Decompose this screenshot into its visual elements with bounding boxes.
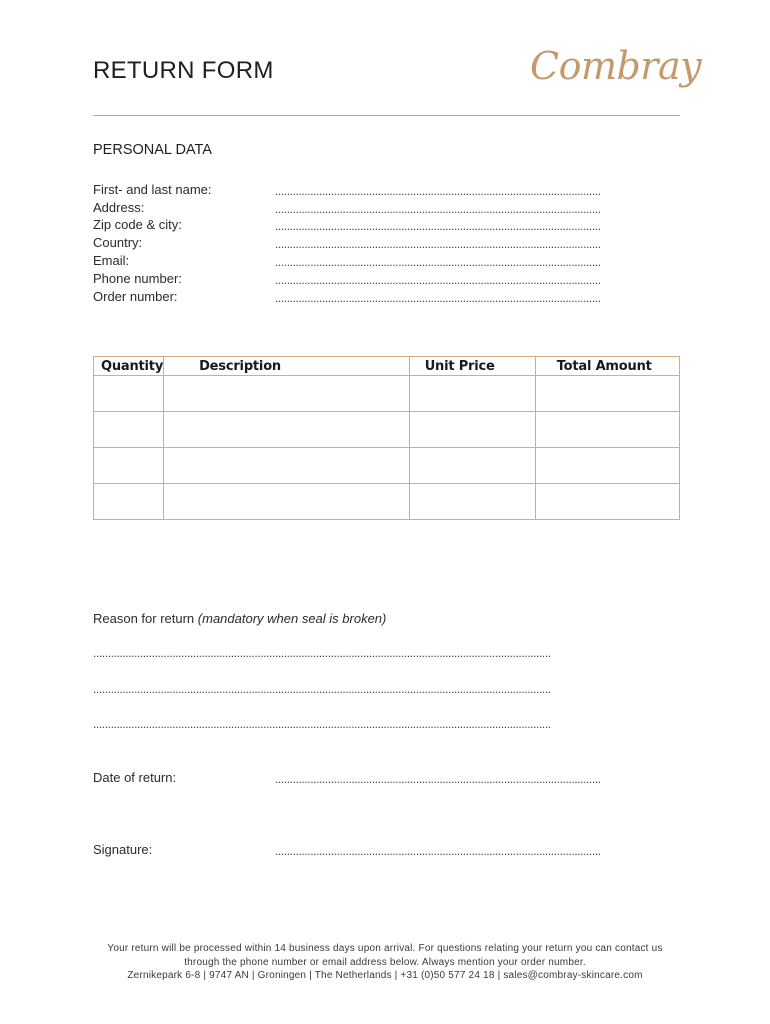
table-row: [94, 448, 680, 484]
table-cell: [94, 484, 164, 520]
date-of-return-row: [93, 770, 680, 785]
brand-logo: Combray: [530, 44, 702, 88]
reason-line: ............................................................................................................................................................: [93, 717, 551, 731]
footer-note: [60, 942, 710, 983]
column-header-total-amount: Total Amount: [535, 357, 679, 376]
column-header-quantity: Quantity: [94, 357, 164, 376]
field-label: First- and last name:: [93, 181, 212, 197]
field-label: Country:: [93, 235, 143, 251]
field-line: ...............................................................................................................: [275, 273, 601, 286]
table-cell: [94, 376, 164, 412]
personal-data-fields: [93, 179, 680, 304]
date-of-return-line: ...............................................................................................................: [275, 773, 601, 785]
reason-note: (mandatory when seal is broken): [197, 611, 387, 626]
table-cell: [409, 448, 535, 484]
field-row-phone: [93, 268, 680, 286]
reason-line: ............................................................................................................................................................: [93, 682, 551, 696]
table-cell: [94, 448, 164, 484]
field-line: ...............................................................................................................: [275, 291, 601, 304]
field-line: ...............................................................................................................: [275, 238, 601, 251]
table-cell: [164, 412, 410, 448]
signature-label: Signature:: [93, 842, 153, 857]
field-label: Order number:: [93, 288, 178, 304]
footer-line: Your return will be processed within 14 business days upon arrival. For questions relating your return you can contact us: [107, 943, 663, 954]
field-row-name: [93, 179, 680, 197]
table-row: [94, 376, 680, 412]
field-label: Phone number:: [93, 270, 182, 286]
field-label: Address:: [93, 199, 145, 215]
table-row: [94, 412, 680, 448]
footer-line: through the phone number or email address below. Always mention your order number.: [184, 956, 586, 968]
field-line: ...............................................................................................................: [275, 220, 601, 233]
header-divider: [93, 115, 680, 116]
field-row-email: [93, 250, 680, 268]
date-of-return-label: Date of return:: [93, 770, 177, 785]
reason-label-text: Reason for return: [93, 611, 198, 626]
column-header-description: Description: [164, 357, 410, 376]
field-row-order-number: [93, 286, 680, 304]
table-cell: [535, 376, 679, 412]
field-label: Zip code & city:: [93, 217, 182, 233]
table-cell: [164, 376, 410, 412]
column-header-unit-price: Unit Price: [409, 357, 535, 376]
table-header-row: [94, 357, 680, 376]
table-cell: [94, 412, 164, 448]
table-cell: [535, 448, 679, 484]
table-cell: [409, 484, 535, 520]
table-cell: [164, 484, 410, 520]
reason-for-return-label: [93, 611, 386, 626]
field-line: ...............................................................................................................: [275, 255, 601, 268]
field-line: ...............................................................................................................: [275, 184, 601, 197]
personal-data-heading: PERSONAL DATA: [93, 142, 212, 158]
field-row-country: [93, 232, 680, 250]
table-cell: [409, 376, 535, 412]
field-label: Email:: [93, 252, 130, 268]
field-row-zip-city: [93, 215, 680, 233]
signature-row: [93, 842, 680, 857]
table-cell: [164, 448, 410, 484]
table-cell: [409, 412, 535, 448]
field-line: ...............................................................................................................: [275, 202, 601, 215]
footer-address: Zernikepark 6-8 | 9747 AN | Groningen | The Netherlands | +31 (0)50 577 24 18 | sales@combray-skincare.com: [127, 970, 643, 981]
signature-line: ...............................................................................................................: [275, 845, 601, 857]
return-items-table: [93, 356, 680, 520]
field-row-address: [93, 197, 680, 215]
reason-line: ............................................................................................................................................................: [93, 646, 551, 660]
table-row: [94, 484, 680, 520]
page-title: RETURN FORM: [93, 57, 274, 84]
table-cell: [535, 484, 679, 520]
table-cell: [535, 412, 679, 448]
